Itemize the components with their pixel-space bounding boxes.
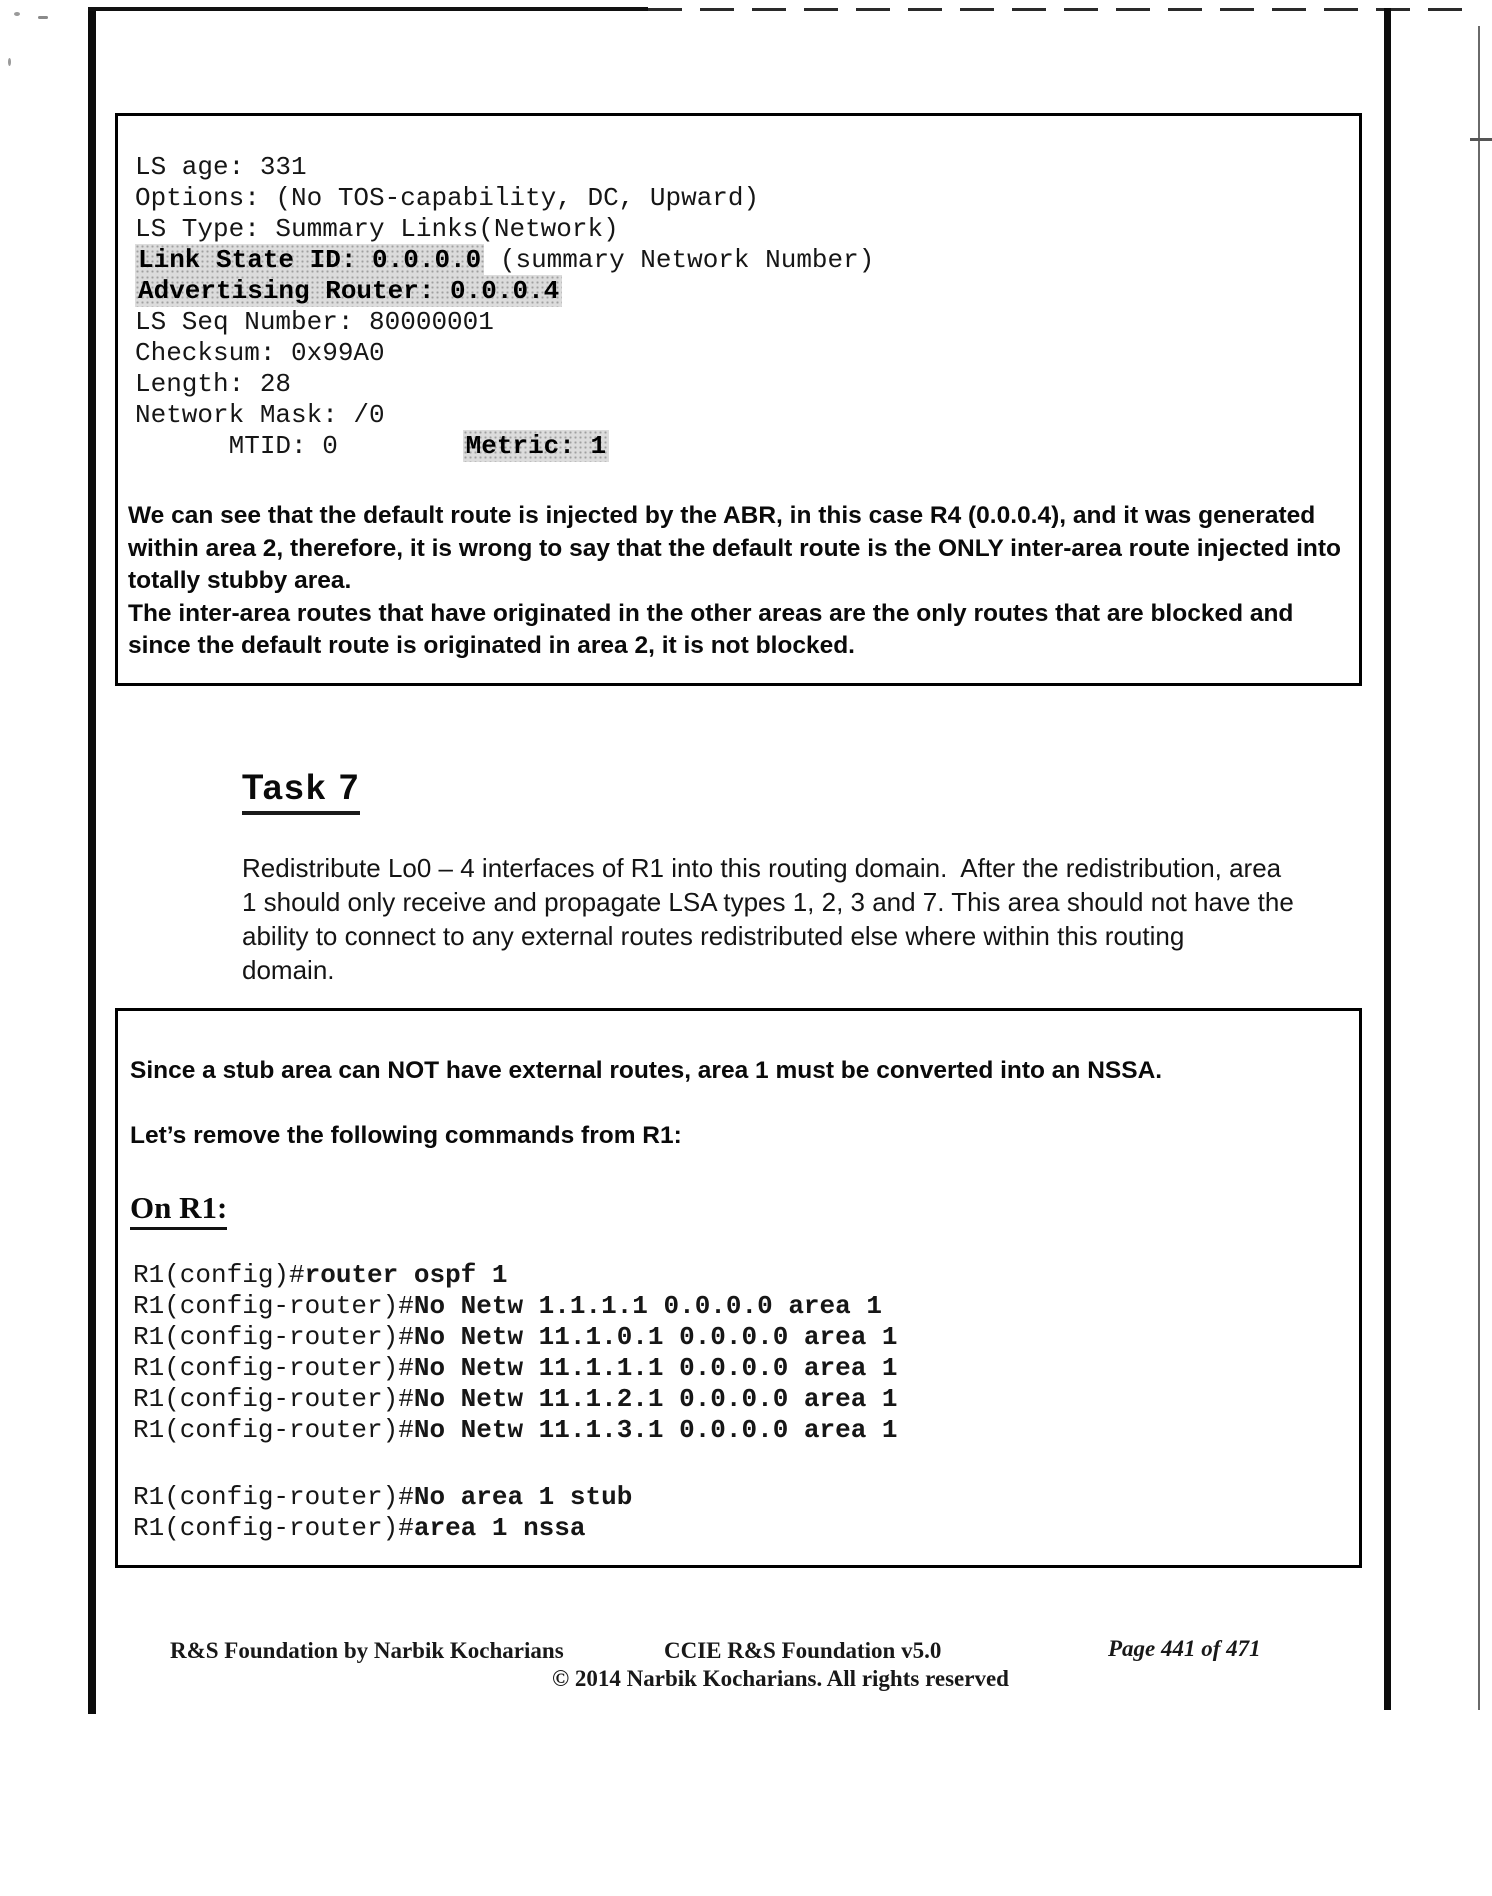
command-prompt: R1(config)# — [133, 1260, 305, 1290]
command-prompt: R1(config-router)# — [133, 1291, 414, 1321]
command-text: No Netw 11.1.0.1 0.0.0.0 area 1 — [413, 1322, 898, 1352]
explanation-line: within area 2, therefore, it is wrong to say that the default route is the ONLY inter-area route injected into — [128, 534, 1341, 562]
lsa-line — [135, 369, 1359, 400]
task-description-line: Redistribute Lo0 – 4 interfaces of R1 into this routing domain. After the redistribution, area — [242, 853, 1282, 883]
lsa-line — [135, 276, 1359, 307]
command-prompt: R1(config-router)# — [133, 1513, 414, 1543]
command-text: area 1 nssa — [413, 1513, 586, 1543]
solution-box — [115, 1008, 1362, 1568]
command-prompt: R1(config-router)# — [133, 1322, 414, 1352]
solution-note: Since a stub area can NOT have external routes, area 1 must be converted into an NSSA. — [130, 1057, 1163, 1084]
scan-artifact — [1470, 138, 1492, 141]
scan-artifact — [8, 58, 11, 66]
command-prompt: R1(config-router)# — [133, 1353, 414, 1383]
lsa-text: MTID: 0 — [135, 431, 463, 461]
command-group-remove-networks — [133, 1260, 1359, 1446]
command-line — [133, 1513, 1359, 1544]
command-line — [133, 1415, 1359, 1446]
lsa-text: LS age: 331 — [135, 152, 307, 182]
lsa-line — [135, 152, 1359, 183]
footer-page-number: Page 441 of 471 — [1108, 1636, 1261, 1661]
lsa-output — [135, 152, 1359, 462]
footer-copyright: © 2014 Narbik Kocharians. All rights reserved — [552, 1666, 1009, 1691]
lsa-explanation — [128, 500, 1341, 663]
command-text: No Netw 11.1.3.1 0.0.0.0 area 1 — [413, 1415, 898, 1445]
command-prompt: R1(config-router)# — [133, 1482, 414, 1512]
command-text: router ospf 1 — [304, 1260, 508, 1290]
lsa-line — [135, 245, 1359, 276]
lsa-text: Options: (No TOS-capability, DC, Upward) — [135, 183, 760, 213]
lsa-line — [135, 183, 1359, 214]
lsa-text: LS Type: Summary Links(Network) — [135, 214, 619, 244]
command-text: No Netw 11.1.2.1 0.0.0.0 area 1 — [413, 1384, 898, 1414]
command-text: No Netw 11.1.1.1 0.0.0.0 area 1 — [413, 1353, 898, 1383]
page-edge-line — [1478, 26, 1480, 1710]
command-line — [133, 1291, 1359, 1322]
explanation-line: The inter-area routes that have originated in the other areas are the only routes that are blocked and — [128, 599, 1294, 627]
command-group-nssa — [133, 1482, 1359, 1544]
command-text: No Netw 1.1.1.1 0.0.0.0 area 1 — [413, 1291, 882, 1321]
page-right-border-line — [1384, 8, 1391, 1710]
lsa-line — [135, 338, 1359, 369]
lsa-highlighted-text: Advertising Router: 0.0.0.4 — [135, 275, 562, 307]
page-left-border-line — [88, 8, 96, 1714]
page-top-border-line-dashed — [648, 8, 1478, 11]
solution-note: Let’s remove the following commands from R1: — [130, 1122, 682, 1149]
lsa-text: Checksum: 0x99A0 — [135, 338, 385, 368]
scan-artifact — [14, 12, 20, 16]
lsa-line — [135, 214, 1359, 245]
command-line — [133, 1260, 1359, 1291]
lsa-text: Length: 28 — [135, 369, 292, 399]
scan-artifact — [38, 16, 48, 19]
explanation-line: totally stubby area. — [128, 567, 352, 594]
lsa-line — [135, 307, 1359, 338]
task-heading: Task 7 — [242, 768, 360, 815]
task-description-line: domain. — [242, 955, 335, 985]
lsa-text: LS Seq Number: 80000001 — [135, 307, 494, 337]
lsa-line — [135, 400, 1359, 431]
lsa-line — [135, 431, 1359, 462]
command-line — [133, 1322, 1359, 1353]
command-prompt: R1(config-router)# — [133, 1415, 414, 1445]
task-description-line: ability to connect to any external routes redistributed else where within this routing — [242, 921, 1185, 951]
explanation-line: We can see that the default route is injected by the ABR, in this case R4 (0.0.0.4), and it was generated — [128, 502, 1316, 529]
lsa-text: (summary Network Number) — [484, 245, 875, 275]
footer-course-title: CCIE R&S Foundation v5.0 — [664, 1638, 942, 1663]
explanation-line: since the default route is originated in area 2, it is not blocked. — [128, 632, 855, 659]
on-r1-heading: On R1: — [130, 1190, 227, 1230]
lsa-text: Network Mask: /0 — [135, 400, 385, 430]
lsa-highlighted-text: Link State ID: 0.0.0.0 — [135, 244, 484, 276]
page-top-border-line — [88, 7, 648, 11]
footer-author: R&S Foundation by Narbik Kocharians — [170, 1638, 564, 1663]
command-line — [133, 1353, 1359, 1384]
command-line — [133, 1482, 1359, 1513]
command-prompt: R1(config-router)# — [133, 1384, 414, 1414]
lsa-highlighted-text: Metric: 1 — [463, 430, 609, 462]
command-text: No area 1 stub — [413, 1482, 633, 1512]
task-description-line: 1 should only receive and propagate LSA types 1, 2, 3 and 7. This area should not have the — [242, 887, 1294, 917]
task-description — [242, 851, 1294, 987]
command-line — [133, 1384, 1359, 1415]
lsa-output-box — [115, 113, 1362, 686]
